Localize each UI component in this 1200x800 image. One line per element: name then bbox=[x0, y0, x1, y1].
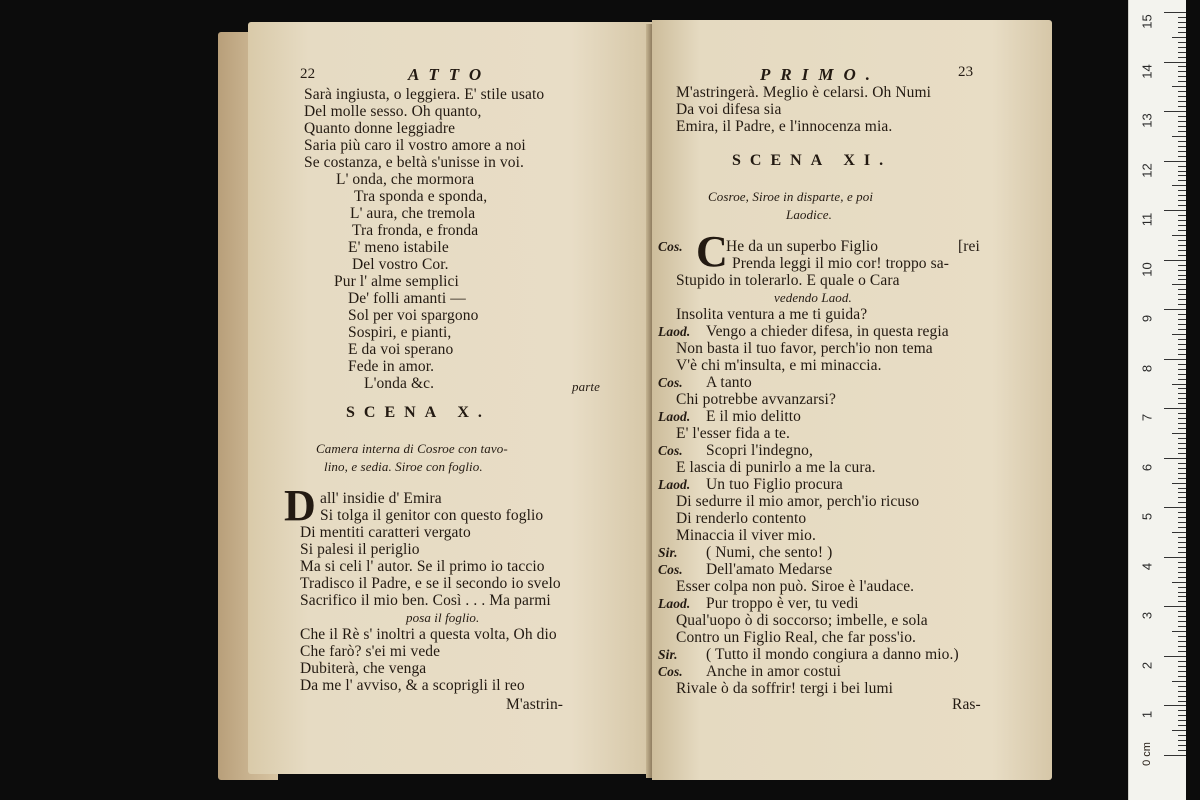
speaker-label: Cos. bbox=[658, 239, 683, 254]
dialogue-line: Un tuo Figlio procura bbox=[706, 476, 843, 493]
text-line: Saria più caro il vostro amore a noi bbox=[304, 137, 526, 154]
text-line: Da voi difesa sia bbox=[676, 101, 782, 118]
ruler-tick bbox=[1178, 473, 1186, 474]
dialogue-line: vedendo Laod. bbox=[774, 290, 852, 305]
page-number-right: 23 bbox=[958, 64, 974, 80]
ruler-tick bbox=[1172, 235, 1186, 236]
dialogue-line: Dell'amato Medarse bbox=[706, 561, 833, 578]
ruler-tick bbox=[1178, 710, 1186, 711]
ruler-tick bbox=[1172, 384, 1186, 385]
ruler-tick bbox=[1178, 750, 1186, 751]
aria-line: Pur l' alme semplici bbox=[334, 273, 459, 290]
ruler-tick bbox=[1164, 458, 1186, 459]
dialogue-line: Qual'uopo ò di soccorso; imbelle, e sola bbox=[676, 612, 928, 629]
ruler-tick bbox=[1178, 354, 1186, 355]
ruler-tick bbox=[1178, 91, 1186, 92]
dialogue-line: Pur troppo è ver, tu vedi bbox=[706, 595, 859, 612]
stage-direction: Camera interna di Cosroe con tavo- bbox=[316, 441, 508, 456]
ruler-tick bbox=[1178, 676, 1186, 677]
ruler-tick bbox=[1178, 106, 1186, 107]
ruler-tick bbox=[1178, 611, 1186, 612]
text-line: Sacrifico il mio ben. Così . . . Ma parmi bbox=[300, 592, 551, 609]
ruler-tick bbox=[1178, 156, 1186, 157]
text-line: Emira, il Padre, e l'innocenza mia. bbox=[676, 118, 893, 135]
ruler-tick bbox=[1178, 349, 1186, 350]
text-line: Del molle sesso. Oh quanto, bbox=[304, 103, 482, 120]
ruler-tick bbox=[1178, 745, 1186, 746]
ruler-tick bbox=[1164, 705, 1186, 706]
text-line: Si palesi il periglio bbox=[300, 541, 420, 558]
ruler-tick bbox=[1178, 319, 1186, 320]
ruler-tick bbox=[1178, 279, 1186, 280]
dialogue-line: Contro un Figlio Real, che far poss'io. bbox=[676, 629, 917, 646]
ruler-tick bbox=[1164, 309, 1186, 310]
speaker-label: Cos. bbox=[658, 443, 683, 458]
ruler-tick bbox=[1164, 656, 1186, 657]
ruler-tick bbox=[1172, 483, 1186, 484]
aria-line: L' onda, che mormora bbox=[336, 171, 475, 188]
ruler-tick bbox=[1178, 725, 1186, 726]
ruler-tick bbox=[1178, 230, 1186, 231]
ruler-tick bbox=[1164, 408, 1186, 409]
ruler-number: 8 bbox=[1139, 364, 1155, 372]
ruler-tick bbox=[1164, 161, 1186, 162]
ruler-tick bbox=[1178, 428, 1186, 429]
ruler-tick bbox=[1178, 270, 1186, 271]
ruler-tick bbox=[1172, 681, 1186, 682]
ruler-tick bbox=[1178, 265, 1186, 266]
scene-title-xi: SCENA XI. bbox=[732, 152, 893, 169]
ruler-tick bbox=[1178, 740, 1186, 741]
ruler-tick bbox=[1172, 730, 1186, 731]
speaker-label: Sir. bbox=[658, 545, 678, 560]
speaker-label: Laod. bbox=[658, 324, 691, 339]
ruler-tick bbox=[1178, 497, 1186, 498]
aria-line: Del vostro Cor. bbox=[352, 256, 449, 273]
stage-direction: Cosroe, Siroe in disparte, e poi bbox=[708, 189, 874, 204]
ruler-tick bbox=[1178, 369, 1186, 370]
ruler-tick bbox=[1178, 304, 1186, 305]
ruler-tick bbox=[1178, 166, 1186, 167]
drop-cap-d: D bbox=[284, 481, 316, 530]
ruler-tick bbox=[1178, 32, 1186, 33]
ruler-tick bbox=[1178, 195, 1186, 196]
dialogue-line: Scopri l'indegno, bbox=[706, 442, 813, 459]
ruler-tick bbox=[1178, 52, 1186, 53]
aria-line: De' folli amanti — bbox=[348, 290, 466, 307]
ruler-tick bbox=[1178, 66, 1186, 67]
aria-line: Fede in amor. bbox=[348, 358, 435, 375]
ruler-tick bbox=[1178, 190, 1186, 191]
ruler-tick bbox=[1178, 314, 1186, 315]
ruler-tick bbox=[1178, 715, 1186, 716]
ruler-tick bbox=[1164, 507, 1186, 508]
speaker-label: Laod. bbox=[658, 477, 691, 492]
text-line: Dubiterà, che venga bbox=[300, 660, 427, 677]
ruler-tick bbox=[1164, 210, 1186, 211]
ruler-tick bbox=[1178, 255, 1186, 256]
ruler-tick bbox=[1178, 403, 1186, 404]
ruler-tick bbox=[1178, 96, 1186, 97]
ruler-tick bbox=[1178, 572, 1186, 573]
text-line: Di mentiti caratteri vergato bbox=[300, 524, 471, 541]
ruler-tick bbox=[1178, 651, 1186, 652]
text-line: all' insidie d' Emira bbox=[320, 490, 442, 507]
speaker-label: Laod. bbox=[658, 409, 691, 424]
ruler-number: 6 bbox=[1139, 463, 1155, 471]
ruler-tick bbox=[1178, 175, 1186, 176]
stage-direction: posa il foglio. bbox=[406, 610, 480, 625]
ruler-number: 7 bbox=[1139, 414, 1155, 422]
ruler-tick bbox=[1178, 200, 1186, 201]
ruler-tick bbox=[1178, 71, 1186, 72]
dialogue-line: Non basta il tuo favor, perch'io non tema bbox=[676, 340, 933, 357]
text-line: Che farò? s'ei mi vede bbox=[300, 643, 441, 660]
stage-direction: lino, e sedia. Siroe con foglio. bbox=[324, 459, 483, 474]
ruler-tick bbox=[1178, 562, 1186, 563]
ruler-number: 4 bbox=[1139, 562, 1155, 570]
ruler-tick bbox=[1172, 631, 1186, 632]
ruler-number: 13 bbox=[1139, 113, 1155, 128]
ruler-tick bbox=[1164, 606, 1186, 607]
ruler-tick bbox=[1178, 245, 1186, 246]
stage-direction: Laodice. bbox=[786, 207, 832, 222]
ruler-tick bbox=[1178, 151, 1186, 152]
ruler-number: 5 bbox=[1139, 513, 1155, 521]
dialogue-line: E lascia di punirlo a me la cura. bbox=[676, 459, 876, 476]
open-book bbox=[214, 18, 1054, 786]
ruler-tick bbox=[1178, 735, 1186, 736]
ruler-tick bbox=[1178, 225, 1186, 226]
ruler-tick bbox=[1178, 289, 1186, 290]
ruler-tick bbox=[1178, 696, 1186, 697]
dialogue-line: Minaccia il viver mio. bbox=[676, 527, 816, 544]
ruler-tick bbox=[1178, 329, 1186, 330]
ruler-tick bbox=[1178, 250, 1186, 251]
ruler-tick bbox=[1178, 587, 1186, 588]
ruler-tick bbox=[1178, 517, 1186, 518]
ruler-number: 9 bbox=[1139, 315, 1155, 323]
ruler-tick bbox=[1178, 577, 1186, 578]
aria-line: L' aura, che tremola bbox=[350, 205, 476, 222]
ruler-tick bbox=[1178, 567, 1186, 568]
dialogue-line: Insolita ventura a me ti guida? bbox=[676, 306, 868, 323]
dialogue-line: Anche in amor costui bbox=[706, 663, 842, 680]
ruler-tick bbox=[1178, 141, 1186, 142]
ruler-tick bbox=[1178, 492, 1186, 493]
ruler-tick bbox=[1178, 324, 1186, 325]
speaker-label: Laod. bbox=[658, 596, 691, 611]
dialogue-line: ( Numi, che sento! ) bbox=[706, 544, 833, 561]
dialogue-line: Di sedurre il mio amor, perch'io ricuso bbox=[676, 493, 920, 510]
dialogue-line: Vengo a chieder difesa, in questa regia bbox=[706, 323, 949, 340]
ruler-tick bbox=[1178, 42, 1186, 43]
ruler-tick bbox=[1178, 547, 1186, 548]
ruler-tick bbox=[1178, 393, 1186, 394]
ruler-tick bbox=[1178, 537, 1186, 538]
ruler-tick bbox=[1172, 284, 1186, 285]
ruler-tick bbox=[1172, 185, 1186, 186]
ruler-tick bbox=[1178, 101, 1186, 102]
ruler-tick bbox=[1172, 37, 1186, 38]
text-line: M'astringerà. Meglio è celarsi. Oh Numi bbox=[676, 84, 932, 101]
ruler-number: 10 bbox=[1139, 261, 1155, 277]
ruler-tick bbox=[1178, 522, 1186, 523]
aria-line: Sol per voi spargono bbox=[348, 307, 479, 324]
ruler-tick bbox=[1178, 621, 1186, 622]
ruler-tick bbox=[1172, 136, 1186, 137]
ruler-tick bbox=[1178, 339, 1186, 340]
text-line: Tradisco il Padre, e se il secondo io svelo bbox=[300, 575, 561, 592]
ruler-tick bbox=[1178, 443, 1186, 444]
page-number-left: 22 bbox=[300, 66, 316, 82]
ruler-tick bbox=[1178, 240, 1186, 241]
ruler-tick bbox=[1178, 27, 1186, 28]
text-line: Si tolga il genitor con questo foglio bbox=[320, 507, 544, 524]
dialogue-line: Esser colpa non può. Siroe è l'audace. bbox=[676, 578, 915, 595]
ruler-tick bbox=[1178, 720, 1186, 721]
ruler-tick bbox=[1178, 22, 1186, 23]
ruler-tick bbox=[1178, 205, 1186, 206]
ruler-tick bbox=[1178, 512, 1186, 513]
ruler-tick bbox=[1178, 364, 1186, 365]
ruler-tick bbox=[1178, 542, 1186, 543]
ruler-tick bbox=[1178, 398, 1186, 399]
speaker-label: Sir. bbox=[658, 647, 678, 662]
text-line: Che il Rè s' inoltri a questa volta, Oh dio bbox=[300, 626, 557, 643]
text-line: Da me l' avviso, & a scoprigli il reo bbox=[300, 677, 525, 694]
ruler-tick bbox=[1178, 423, 1186, 424]
ruler-tick bbox=[1178, 488, 1186, 489]
ruler-tick bbox=[1178, 661, 1186, 662]
ruler-tick bbox=[1178, 641, 1186, 642]
ruler-tick bbox=[1164, 12, 1186, 13]
ruler-tick bbox=[1178, 81, 1186, 82]
text-line: Se costanza, e beltà s'unisse in voi. bbox=[304, 154, 524, 171]
drop-cap-c: C bbox=[696, 227, 728, 276]
ruler-tick bbox=[1178, 592, 1186, 593]
ruler-tick bbox=[1178, 626, 1186, 627]
aria-line: Sospiri, e pianti, bbox=[348, 324, 452, 341]
ruler-tick bbox=[1172, 334, 1186, 335]
catchword: Ras- bbox=[952, 696, 981, 713]
ruler-tick bbox=[1178, 616, 1186, 617]
ruler-tick bbox=[1178, 220, 1186, 221]
dialogue-line: A tanto bbox=[706, 374, 752, 391]
ruler-tick bbox=[1178, 453, 1186, 454]
ruler-tick bbox=[1178, 438, 1186, 439]
dialogue-line: E il mio delitto bbox=[706, 408, 802, 425]
ruler-tick bbox=[1178, 691, 1186, 692]
ruler-number: 3 bbox=[1139, 612, 1155, 620]
aria-line: E da voi sperano bbox=[348, 341, 454, 358]
ruler-number: 14 bbox=[1139, 63, 1155, 79]
dialogue-line: ( Tutto il mondo congiura a danno mio.) bbox=[706, 646, 959, 663]
dialogue-line: Chi potrebbe avvanzarsi? bbox=[676, 391, 836, 408]
speaker-label: Cos. bbox=[658, 664, 683, 679]
running-head-left: ATTO bbox=[408, 65, 492, 84]
ruler-tick bbox=[1178, 413, 1186, 414]
ruler-tick bbox=[1178, 379, 1186, 380]
ruler-tick bbox=[1178, 478, 1186, 479]
ruler-tick bbox=[1178, 146, 1186, 147]
speaker-label: Cos. bbox=[658, 562, 683, 577]
ruler-tick bbox=[1178, 686, 1186, 687]
ruler-tick bbox=[1164, 755, 1186, 756]
ruler-tick bbox=[1178, 666, 1186, 667]
ruler-tick bbox=[1178, 131, 1186, 132]
ruler-tick bbox=[1178, 552, 1186, 553]
ruler-number: 15 bbox=[1139, 14, 1155, 29]
ruler-tick bbox=[1178, 463, 1186, 464]
ruler-tick bbox=[1178, 636, 1186, 637]
ruler-tick bbox=[1172, 86, 1186, 87]
ruler-tick bbox=[1178, 701, 1186, 702]
ruler-tick bbox=[1164, 62, 1186, 63]
left-page bbox=[248, 22, 652, 774]
ruler-tick bbox=[1178, 596, 1186, 597]
ruler-tick bbox=[1178, 388, 1186, 389]
ruler-number: 2 bbox=[1139, 661, 1155, 670]
ruler-tick bbox=[1178, 448, 1186, 449]
ruler-tick bbox=[1164, 359, 1186, 360]
aria-line: E' meno istabile bbox=[348, 239, 449, 256]
ruler-tick bbox=[1178, 601, 1186, 602]
ruler-number: 1 bbox=[1139, 711, 1155, 719]
dialogue-line: Prenda leggi il mio cor! troppo sa- bbox=[732, 255, 950, 272]
ruler-tick bbox=[1164, 111, 1186, 112]
ruler-tick bbox=[1178, 527, 1186, 528]
dialogue-line: E' l'esser fida a te. bbox=[676, 425, 790, 442]
ruler-number: 12 bbox=[1139, 162, 1155, 178]
ruler-tick bbox=[1178, 116, 1186, 117]
ruler-tick bbox=[1178, 47, 1186, 48]
ruler-tick bbox=[1164, 260, 1186, 261]
ruler-tick bbox=[1178, 76, 1186, 77]
ruler-tick bbox=[1178, 180, 1186, 181]
ruler-tick bbox=[1172, 532, 1186, 533]
measurement-ruler bbox=[1128, 0, 1186, 800]
dialogue-line: Di renderlo contento bbox=[676, 510, 807, 527]
ruler-tick bbox=[1178, 17, 1186, 18]
aria-line: Tra fronda, e fronda bbox=[352, 222, 479, 239]
text-line: Sarà ingiusta, o leggiera. E' stile usato bbox=[304, 86, 545, 103]
dialogue-line: V'è chi m'insulta, e mi minaccia. bbox=[676, 357, 882, 374]
ruler-tick bbox=[1178, 468, 1186, 469]
aria-line: L'onda &c. bbox=[364, 375, 435, 392]
text-line: Ma si celi l' autor. Se il primo io taccio bbox=[300, 558, 545, 575]
ruler-tick bbox=[1178, 646, 1186, 647]
dialogue-line: He da un superbo Figlio bbox=[726, 238, 879, 255]
ruler-tick bbox=[1172, 582, 1186, 583]
catchword: M'astrin- bbox=[506, 696, 564, 713]
ruler-tick bbox=[1178, 215, 1186, 216]
ruler-tick bbox=[1178, 502, 1186, 503]
dialogue-line: Stupido in tolerarlo. E quale o Cara bbox=[676, 272, 900, 289]
ruler-tick bbox=[1178, 171, 1186, 172]
dialogue-overflow-word: [rei bbox=[958, 238, 980, 255]
ruler-tick bbox=[1178, 418, 1186, 419]
ruler-tick bbox=[1178, 344, 1186, 345]
ruler-tick bbox=[1178, 126, 1186, 127]
right-page bbox=[652, 20, 1052, 780]
dialogue-line: Rivale ò da soffrir! tergi i bei lumi bbox=[676, 680, 894, 697]
stage-note-parte: parte bbox=[572, 379, 600, 394]
ruler-tick bbox=[1172, 433, 1186, 434]
ruler-tick bbox=[1164, 557, 1186, 558]
ruler-unit-label: 0 cm bbox=[1140, 742, 1153, 766]
scene-title-x: SCENA X. bbox=[346, 404, 491, 421]
speaker-label: Cos. bbox=[658, 375, 683, 390]
ruler-tick bbox=[1178, 299, 1186, 300]
text-line: Quanto donne leggiadre bbox=[304, 120, 456, 137]
aria-line: Tra sponda e sponda, bbox=[354, 188, 488, 205]
ruler-tick bbox=[1178, 374, 1186, 375]
running-head-right: PRIMO. bbox=[760, 65, 880, 84]
ruler-tick bbox=[1178, 294, 1186, 295]
ruler-number: 11 bbox=[1139, 212, 1155, 227]
ruler-tick bbox=[1178, 121, 1186, 122]
ruler-tick bbox=[1178, 671, 1186, 672]
ruler-tick bbox=[1178, 57, 1186, 58]
ruler-tick bbox=[1178, 275, 1186, 276]
